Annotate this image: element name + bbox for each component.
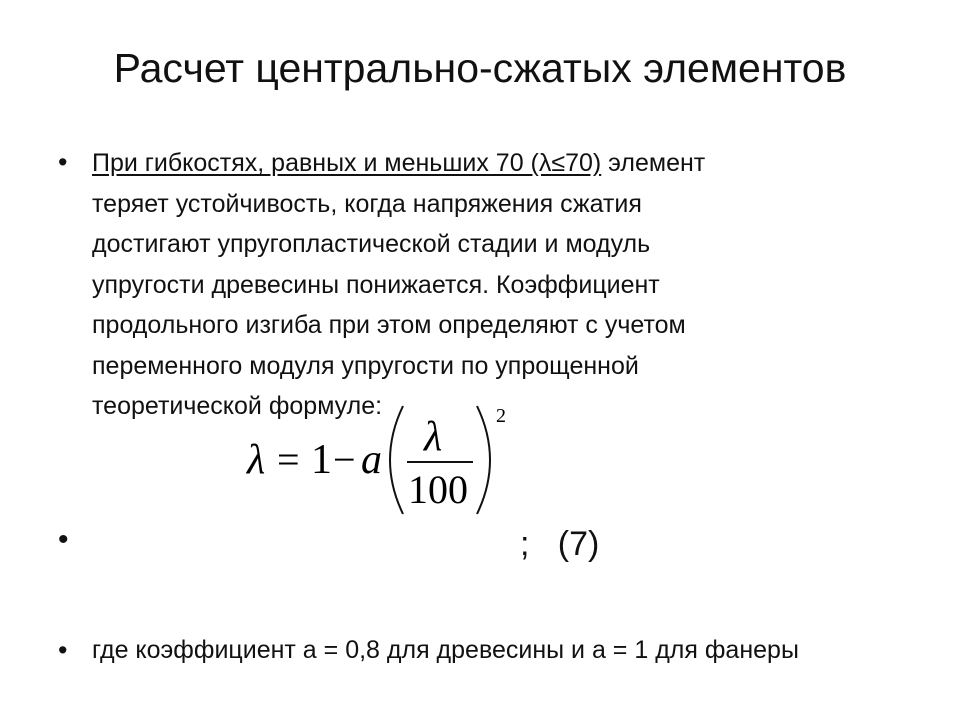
main-paragraph <box>92 143 872 427</box>
formula-coefficient: a <box>361 437 382 483</box>
buckling-formula <box>245 400 535 520</box>
left-paren <box>390 406 403 514</box>
formula-one: 1 <box>311 437 332 483</box>
formula-numerator: λ <box>424 414 443 460</box>
bullet-marker: • <box>58 635 68 665</box>
formula-equals: = <box>277 437 300 482</box>
right-paren <box>477 406 490 514</box>
paragraph-line: продольного изгиба при этом определяют с учетом <box>92 311 686 339</box>
formula-denominator: 100 <box>408 467 468 512</box>
paragraph-line: теоретической формуле: <box>92 392 383 420</box>
underlined-lead: При гибкостях, равных и меньших 70 (λ≤70) <box>92 149 602 177</box>
lead-tail: элемент <box>601 149 706 177</box>
paragraph-line: достигают упругопластической стадии и модуль <box>92 230 651 258</box>
bullet-marker: • <box>58 147 68 177</box>
paragraph-line: переменного модуля упругости по упрощенной <box>92 351 639 380</box>
slide-title: Расчет центрально-сжатых элементов <box>113 45 847 91</box>
formula-exponent: 2 <box>496 405 506 427</box>
formula-minus: − <box>333 437 356 482</box>
formula-lhs: λ <box>247 437 266 483</box>
coefficient-note: где коэффициент а = 0,8 для древесины и а = 1 для фанеры <box>92 636 799 664</box>
paragraph-line: упругости древесины понижается. Коэффициент <box>92 270 660 299</box>
bullet-marker: • <box>58 523 69 556</box>
equation-label: ; (7) <box>520 525 600 563</box>
paragraph-line: теряет устойчивость, когда напряжения сжатия <box>92 189 642 218</box>
